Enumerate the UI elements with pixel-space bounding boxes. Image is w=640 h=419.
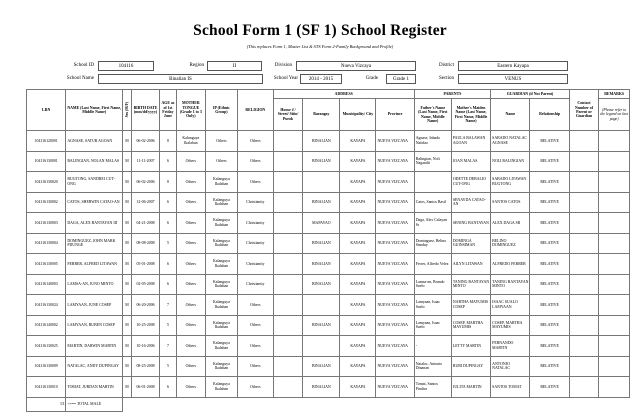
barangay-cell: BINALIAN <box>303 377 340 398</box>
guardian-cell: SANTOS TOMAT <box>491 377 530 398</box>
division-label: Division <box>274 63 292 68</box>
municipality-cell: KAYAPA <box>340 172 376 193</box>
name-cell: DAGA, ALEX BANTAYAN III <box>66 213 123 234</box>
birth-date-cell: 10-16-2006 <box>131 336 159 357</box>
house-cell <box>273 131 302 152</box>
age-cell: 6 <box>160 192 176 213</box>
relationship-cell: RELATIVE <box>530 254 569 275</box>
table-row <box>27 295 630 316</box>
age-cell: 6 <box>160 377 176 398</box>
mother-cell: AILYN LITAWAN <box>451 254 490 275</box>
ip-cell: Kalanguya Ikalahan <box>206 377 238 398</box>
barangay-cell: BINALIAN <box>303 356 340 377</box>
religion-cell: Christianity <box>237 192 273 213</box>
sex-cell: M <box>123 151 132 172</box>
mother-tongue-header: MOTHER TONGUE (Grade 1 to 3 Only) <box>176 90 205 131</box>
mother-tongue-cell: Others <box>176 151 205 172</box>
table-row <box>27 315 630 336</box>
relationship-cell: RELATIVE <box>530 315 569 336</box>
mother-tongue-cell: Others <box>176 356 205 377</box>
school-name-field[interactable]: Binalian IS <box>98 74 263 84</box>
name-cell: LAMYAAN, RUBEN COSEP <box>66 315 123 336</box>
grade-field[interactable]: Grade 1 <box>386 74 416 84</box>
total-row <box>27 397 630 411</box>
relationship-cell: RELATIVE <box>530 295 569 316</box>
birth-date-cell: 04-21-2008 <box>131 213 159 234</box>
school-id-field[interactable]: 104116 <box>98 61 154 71</box>
relationship-cell: RELATIVE <box>530 356 569 377</box>
province-cell: NUEVA VIZCAYA <box>376 192 414 213</box>
relationship-cell: RELATIVE <box>530 192 569 213</box>
guardian-cell: ALFREDO FERRER <box>491 254 530 275</box>
mother-cell: TANING BANTAYAN MINTO <box>451 274 490 295</box>
table-row <box>27 274 630 295</box>
father-cell: - <box>414 336 451 357</box>
section-label: Section <box>439 76 454 81</box>
province-cell: NUEVA VIZCAYA <box>376 151 414 172</box>
province-cell: NUEVA VIZCAYA <box>376 336 414 357</box>
house-cell <box>273 192 302 213</box>
sex-cell: M <box>123 274 132 295</box>
municipality-cell: KAYAPA <box>340 131 376 152</box>
barangay-cell <box>303 295 340 316</box>
province-cell: NUEVA VIZCAYA <box>376 254 414 275</box>
age-cell: 6 <box>160 213 176 234</box>
ip-cell: Kalanguya Ikalahan <box>206 274 238 295</box>
remarks-cell <box>599 151 630 172</box>
relationship-cell: RELATIVE <box>530 377 569 398</box>
mother-tongue-cell: Others <box>176 172 205 193</box>
house-cell <box>273 254 302 275</box>
contact-cell <box>569 315 598 336</box>
guardian-cell: ALEX DAGA SR <box>491 213 530 234</box>
municipality-cell: KAYAPA <box>340 336 376 357</box>
guardian-cell: NOLI BALINGIAN <box>491 151 530 172</box>
house-cell <box>273 336 302 357</box>
birth-date-cell: 05-01-2008 <box>131 254 159 275</box>
guardian-cell: SABADO NATALAC AGNASE <box>491 131 530 152</box>
table-row <box>27 192 630 213</box>
barangay-cell: BINALIAN <box>303 233 340 254</box>
father-cell: Lamyaan, Isaac Suelo <box>414 295 451 316</box>
name-cell: LAMSA-AN, JUNO MINTO <box>66 274 123 295</box>
name-cell: MARTIN, DARWIN MARTIN <box>66 336 123 357</box>
barangay-cell: BINALIAN <box>303 315 340 336</box>
table-row <box>27 377 630 398</box>
ip-cell: Kalanguya Ikalahan <box>206 192 238 213</box>
age-cell: 5 <box>160 356 176 377</box>
province-cell: NUEVA VIZCAYA <box>376 172 414 193</box>
table-row <box>27 213 630 234</box>
address-header: ADDRESS <box>273 90 414 99</box>
birth-date-header: BIRTH DATE (mm/dd/yyyy) <box>131 90 159 131</box>
mother-cell: SENING BANTAYAN <box>451 213 490 234</box>
relationship-cell: RELATIVE <box>530 336 569 357</box>
ip-cell: Kalanguya Ikalahan <box>206 213 238 234</box>
father-cell: Natalac, Antonio Dinanan <box>414 356 451 377</box>
sex-cell: M <box>123 336 132 357</box>
region-label: Region <box>189 63 204 68</box>
age-cell: 7 <box>160 336 176 357</box>
ip-cell: Kalanguya Ikalahan <box>206 233 238 254</box>
religion-cell: Others <box>237 336 273 357</box>
form-title: School Form 1 (SF 1) School Register <box>193 22 447 39</box>
total-label: <=== TOTAL MALE <box>66 397 123 411</box>
mother-tongue-cell: Others <box>176 192 205 213</box>
ip-cell: Others <box>206 131 238 152</box>
relationship-cell: RELATIVE <box>530 233 569 254</box>
municipality-cell: KAYAPA <box>340 254 376 275</box>
province-cell: NUEVA VIZCAYA <box>376 131 414 152</box>
house-cell <box>273 315 302 336</box>
sex-cell: M <box>123 233 132 254</box>
remarks-cell <box>599 254 630 275</box>
municipality-cell: KAYAPA <box>340 356 376 377</box>
mother-tongue-cell: Others <box>176 336 205 357</box>
barangay-cell: MAPAYAO <box>303 213 340 234</box>
religion-cell: Others <box>237 172 273 193</box>
name-cell: NATALAC, ANDY DUPINGAY <box>66 356 123 377</box>
age-cell: 6 <box>160 151 176 172</box>
birth-date-cell: 11-11-2007 <box>131 151 159 172</box>
barangay-cell: BINALIAN <box>303 131 340 152</box>
father-cell: Ferrer, Alfredo Velez <box>414 254 451 275</box>
municipality-cell: KAYAPA <box>340 192 376 213</box>
table-row <box>27 151 630 172</box>
lrn-cell: 104116130009 <box>27 356 66 377</box>
age-cell: 6 <box>160 274 176 295</box>
sex-cell: M <box>123 254 132 275</box>
lrn-cell: 104116130024 <box>27 295 66 316</box>
mother-cell: PAULA BALAWAN AGOAN <box>451 131 490 152</box>
religion-cell: Others <box>237 151 273 172</box>
sex-header <box>123 90 132 131</box>
age-cell: 8 <box>160 172 176 193</box>
name-cell: FERRER, ALFRED LITAWAN <box>66 254 123 275</box>
ip-cell: Kalanguya Ikalahan <box>206 315 238 336</box>
sex-cell: M <box>123 295 132 316</box>
lrn-cell: 104116120001 <box>27 131 66 152</box>
guardian-cell: TANING BANTAYAN MINTO <box>491 274 530 295</box>
lrn-cell: 104116130010 <box>27 377 66 398</box>
contact-cell <box>569 274 598 295</box>
birth-date-cell: 12-06-2007 <box>131 192 159 213</box>
relationship-cell: RELATIVE <box>530 172 569 193</box>
school-year-label: School Year <box>273 76 298 81</box>
birth-date-cell: 10-25-2008 <box>131 315 159 336</box>
table-row <box>27 356 630 377</box>
house-cell <box>273 213 302 234</box>
house-cell <box>273 151 302 172</box>
mother-cell: RUBI DUPINGAY <box>451 356 490 377</box>
section-field[interactable]: VENUS <box>458 74 568 84</box>
mother-cell: DOMINGA GUINSIMAN <box>451 233 490 254</box>
province-cell: NUEVA VIZCAYA <box>376 213 414 234</box>
barangay-cell <box>303 172 340 193</box>
table-row <box>27 233 630 254</box>
ip-cell: Kalanguya Ikalahan <box>206 295 238 316</box>
father-cell: Agnase, Inbado Natidao <box>414 131 451 152</box>
father-cell: Catos, Santos Basil <box>414 192 451 213</box>
remarks-cell <box>599 336 630 357</box>
name-cell: CATOS, SHERWIN CATAO-AN <box>66 192 123 213</box>
relationship-cell: RELATIVE <box>530 274 569 295</box>
mother-cell: JOAN MALAS <box>451 151 490 172</box>
name-header: NAME (Last Name, First Name, Middle Name) <box>66 90 123 131</box>
contact-cell <box>569 131 598 152</box>
lrn-cell: 104116140002 <box>27 315 66 336</box>
name-cell: AGNASE, SATUR AGOAN <box>66 131 123 152</box>
relationship-header: Relationship <box>530 99 569 131</box>
table-row <box>27 254 630 275</box>
mother-tongue-cell: Others <box>176 377 205 398</box>
remarks-cell <box>599 233 630 254</box>
guardian-cell: ISAAC SUALO LAMYAAN <box>491 295 530 316</box>
mother-cell: LETTY MARTIN <box>451 336 490 357</box>
lrn-cell: 104116140003 <box>27 274 66 295</box>
remarks-cell <box>599 274 630 295</box>
total-count: 13 <box>27 397 66 411</box>
guardian-cell: BELINO DOMINGUEZ <box>491 233 530 254</box>
religion-cell: Others <box>237 295 273 316</box>
father-cell: Daga, Alex Calayan Sr <box>414 213 451 234</box>
relationship-cell: RELATIVE <box>530 131 569 152</box>
ip-cell: Others <box>206 151 238 172</box>
religion-cell: Others <box>237 315 273 336</box>
province-cell: NUEVA VIZCAYA <box>376 356 414 377</box>
remarks-note: (Please refer to the legend on last page) <box>599 99 630 131</box>
father-header: Father's Name (Last Name, First Name, Middle Name) <box>414 99 451 131</box>
remarks-cell <box>599 131 630 152</box>
mother-cell: NARTHA MAYUMIS COSEP <box>451 295 490 316</box>
religion-cell: Christianity <box>237 213 273 234</box>
religion-cell: Others <box>237 131 273 152</box>
barangay-cell <box>303 336 340 357</box>
guardian-cell: SANTOS CATOS <box>491 192 530 213</box>
relationship-cell: RELATIVE <box>530 213 569 234</box>
birth-date-cell: 06-02-2006 <box>131 131 159 152</box>
sex-cell: M <box>123 172 132 193</box>
contact-cell <box>569 151 598 172</box>
mother-tongue-cell: Others <box>176 233 205 254</box>
barangay-cell: BINALIAN <box>303 254 340 275</box>
guardian-cell: COSEP, MARTHA MAYUMIS <box>491 315 530 336</box>
region-field[interactable]: II <box>207 61 262 71</box>
lrn-cell: 104116130005 <box>27 254 66 275</box>
house-cell <box>273 233 302 254</box>
ip-cell: Kalanguya Ikalahan <box>206 336 238 357</box>
name-cell: BUGTONG, SANDREI CUT-ONG <box>66 172 123 193</box>
guardian-cell: ANTONIO NATALAC <box>491 356 530 377</box>
ip-cell: Kalanguya Ikalahan <box>206 254 238 275</box>
birth-date-cell: 06-02-2006 <box>131 172 159 193</box>
remarks-cell <box>599 315 630 336</box>
ip-cell: Kalanguya Ikalahan <box>206 356 238 377</box>
house-header: House # / Street/ Sitio/ Purok <box>273 99 302 131</box>
district-field[interactable]: Eastern Kayapa <box>458 61 568 71</box>
father-cell: Lamsa-an, Brando Suelo <box>414 274 451 295</box>
contact-cell <box>569 192 598 213</box>
name-cell: TOMAT, JURDAN MARTIN <box>66 377 123 398</box>
province-cell: NUEVA VIZCAYA <box>376 295 414 316</box>
total-row-blank <box>123 397 630 411</box>
province-cell: NUEVA VIZCAYA <box>376 274 414 295</box>
remarks-cell <box>599 295 630 316</box>
lrn-cell: 104116130020 <box>27 172 66 193</box>
municipality-cell: KAYAPA <box>340 213 376 234</box>
contact-cell <box>569 233 598 254</box>
name-cell: DOMINGUEZ, JOHN MARK PIJUNGE <box>66 233 123 254</box>
school-name-label: School Name <box>66 76 94 81</box>
religion-cell: Others <box>237 356 273 377</box>
mother-cell: ODETTE DEBALIO CUT-ONG <box>451 172 490 193</box>
mother-header: Mother's Maiden Name (Last Name, First Name, Middle Name) <box>451 99 490 131</box>
mother-cell: JULITA MARTIN <box>451 377 490 398</box>
municipality-cell: KAYAPA <box>340 233 376 254</box>
header-row-top <box>27 90 630 99</box>
sex-cell: M <box>123 131 132 152</box>
ip-cell: Kalanguya Ikalahan <box>206 172 238 193</box>
age-cell: 8 <box>160 131 176 152</box>
remarks-cell <box>599 377 630 398</box>
name-cell: LAMYAAN, JUNE COSEP <box>66 295 123 316</box>
house-cell <box>273 172 302 193</box>
birth-date-cell: 08-08-2008 <box>131 233 159 254</box>
barangay-header: Barangay <box>303 99 340 131</box>
guardian-name-header: Name <box>491 99 530 131</box>
mother-tongue-cell: Kalanguya Ikalahan <box>176 131 205 152</box>
form-subtitle: (This replaces Form 1, Master List & STS Form 2-Family Background and Profile) <box>246 44 394 49</box>
religion-cell: Christianity <box>237 254 273 275</box>
name-cell: BALINGIAN, NOLAN MALAS <box>66 151 123 172</box>
religion-cell: Christianity <box>237 274 273 295</box>
house-cell <box>273 356 302 377</box>
sex-cell: M <box>123 213 132 234</box>
school-id-label: School ID <box>73 63 94 68</box>
municipality-cell: KAYAPA <box>340 295 376 316</box>
guardian-cell: SABADO LITAWAN BUGTONG <box>491 172 530 193</box>
guardian-cell: FERNANDO MARTIN <box>491 336 530 357</box>
barangay-cell: BINALIAN <box>303 274 340 295</box>
lrn-cell: 104116130002 <box>27 192 66 213</box>
mother-tongue-cell: Others <box>176 274 205 295</box>
municipality-cell: KAYAPA <box>340 315 376 336</box>
grade-label: Grade <box>365 76 378 81</box>
sex-cell: M <box>123 192 132 213</box>
school-year-field[interactable]: 2014 - 2015 <box>300 74 342 84</box>
contact-cell <box>569 356 598 377</box>
relationship-cell: RELATIVE <box>530 151 569 172</box>
father-cell <box>414 172 451 193</box>
remarks-cell <box>599 356 630 377</box>
sex-cell: M <box>123 356 132 377</box>
district-label: District <box>439 63 454 68</box>
religion-cell: Christianity <box>237 233 273 254</box>
father-cell: Dominguez, Belino Simduy <box>414 233 451 254</box>
remarks-cell <box>599 172 630 193</box>
municipality-cell: KAYAPA <box>340 274 376 295</box>
mother-cell: COSEP, MARTHA MAYUMIS <box>451 315 490 336</box>
birth-date-cell: 08-25-2008 <box>131 356 159 377</box>
age-cell: 6 <box>160 254 176 275</box>
mother-tongue-cell: Others <box>176 315 205 336</box>
lrn-cell: 104116130003 <box>27 213 66 234</box>
house-cell <box>273 377 302 398</box>
guardian-header: GUARDIAN (if Not Parent) <box>491 90 570 99</box>
birth-date-cell: 06-20-2006 <box>131 295 159 316</box>
table-row <box>27 131 630 152</box>
municipality-cell: KAYAPA <box>340 377 376 398</box>
mother-tongue-cell: Others <box>176 213 205 234</box>
barangay-cell: BINALIAN <box>303 192 340 213</box>
lrn-cell: 104116130001 <box>27 151 66 172</box>
ip-header: IP (Ethnic Group) <box>206 90 238 131</box>
table-row <box>27 336 630 357</box>
remarks-cell <box>599 192 630 213</box>
municipality-cell: KAYAPA <box>340 151 376 172</box>
sex-cell: M <box>123 315 132 336</box>
lrn-cell: 104116130004 <box>27 233 66 254</box>
father-cell: Tomat, Santos Pindira <box>414 377 451 398</box>
barangay-cell: BINALIAN <box>303 151 340 172</box>
contact-cell <box>569 172 598 193</box>
age-cell: 7 <box>160 295 176 316</box>
age-cell: 5 <box>160 233 176 254</box>
municipality-header: Municipality/ City <box>340 99 376 131</box>
parents-header: PARENTS <box>414 90 490 99</box>
contact-cell <box>569 336 598 357</box>
birth-date-cell: 06-01-2008 <box>131 377 159 398</box>
father-cell: Lamyaan, Isaac Suelo <box>414 315 451 336</box>
table-row <box>27 172 630 193</box>
age-cell: 5 <box>160 315 176 336</box>
sex-header-text: Sex (M/F) <box>124 101 129 117</box>
remarks-header: REMARKS <box>599 90 630 99</box>
age-header: AGE as of 1st Friday June <box>160 90 176 131</box>
sex-cell: M <box>123 377 132 398</box>
lrn-cell: 104116130025 <box>27 336 66 357</box>
contact-cell <box>569 254 598 275</box>
birth-date-cell: 02-05-2008 <box>131 274 159 295</box>
register-table <box>26 89 630 412</box>
contact-cell <box>569 377 598 398</box>
mother-tongue-cell: Others <box>176 254 205 275</box>
register-body <box>27 131 630 398</box>
province-cell: NUEVA VIZCAYA <box>376 377 414 398</box>
contact-cell <box>569 295 598 316</box>
religion-cell: Others <box>237 377 273 398</box>
lrn-header: LRN <box>27 90 66 131</box>
contact-cell <box>569 213 598 234</box>
school-info-row-1 <box>0 61 640 72</box>
province-cell: NUEVA VIZCAYA <box>376 315 414 336</box>
religion-header: RELIGION <box>237 90 273 131</box>
remarks-cell <box>599 213 630 234</box>
province-header: Province <box>376 99 414 131</box>
mother-cell: SENAYDA CATAO-AN <box>451 192 490 213</box>
division-field[interactable]: Nueva Vizcaya <box>296 61 416 71</box>
province-cell: NUEVA VIZCAYA <box>376 233 414 254</box>
school-info-row-2 <box>0 74 640 85</box>
contact-header: Contact Number of Parent or Guardian <box>569 90 598 131</box>
mother-tongue-cell: Others <box>176 295 205 316</box>
house-cell <box>273 274 302 295</box>
father-cell: Balingian, Noli Nagandit <box>414 151 451 172</box>
house-cell <box>273 295 302 316</box>
